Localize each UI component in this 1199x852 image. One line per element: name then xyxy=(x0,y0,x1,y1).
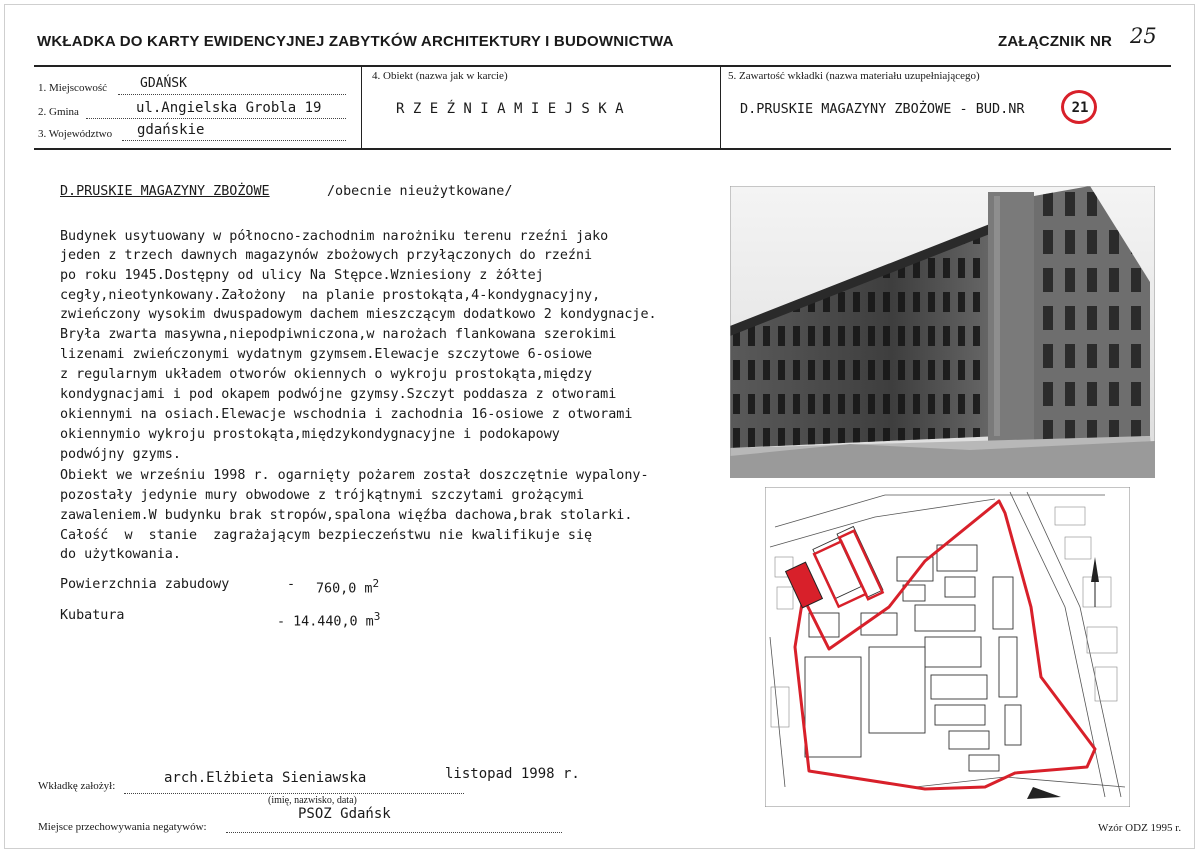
attachment-number: 25 xyxy=(1130,24,1157,48)
date-value: listopad 1998 r. xyxy=(445,766,580,782)
volume-value xyxy=(277,610,380,629)
description-line: Obiekt we wrześniu 1998 r. ogarnięty pożarem został doszczętnie wypalony- xyxy=(60,468,649,483)
area-label: Powierzchnia zabudowy xyxy=(60,577,230,592)
volume-unit-exponent: 3 xyxy=(373,610,381,623)
section-title: D.PRUSKIE MAGAZYNY ZBOŻOWE xyxy=(60,184,270,199)
form-divider-2 xyxy=(720,65,721,149)
volume-value-text: - 14.440,0 m xyxy=(277,614,374,630)
description-line: Całość w stanie zagrażającym bezpieczeństwu nie kwalifikuje się xyxy=(60,528,593,543)
description-line: lizenami zwieńczonymi wydatnym gzymsem.Elewacje szczytowe 6-osiowe xyxy=(60,347,593,362)
gmina-label: 2. Gmina xyxy=(38,106,79,118)
description-line: z regularnym układem otworów okiennych o wykroju prostokąta,między xyxy=(60,367,593,382)
miejscowosc-label: 1. Miejscowość xyxy=(38,82,108,94)
miejscowosc-dotline xyxy=(118,94,346,95)
form-bottom-rule xyxy=(34,148,1171,150)
description-line: cegły,nieotynkowany.Założony na planie prostokąta,4-kondygnacyjny, xyxy=(60,288,601,303)
building-number: 21 xyxy=(1071,100,1089,116)
description-line: zwieńczony wysokim dwuspadowym dachem mieszczącym dodatkowo 2 kondygnacje. xyxy=(60,307,657,322)
description-line: okiennymi na osiach.Elewacje wschodnia i zachodnia 16-osiowe z otworami xyxy=(60,407,633,422)
document-title: WKŁADKA DO KARTY EWIDENCYJNEJ ZABYTKÓW ARCHITEKTURY I BUDOWNICTWA xyxy=(37,33,674,50)
form-top-rule xyxy=(34,65,1171,67)
description-line: kondygnacjami i pod okapem podwójne gzymsy.Szczyt poddasza z otworami xyxy=(60,387,617,402)
section-status: /obecnie nieużytkowane/ xyxy=(327,184,513,199)
building-photo xyxy=(730,186,1155,478)
form-divider-1 xyxy=(361,65,362,149)
description-line: po roku 1945.Dostępny od ulicy Na Stępce.Wzniesiony z żółtej xyxy=(60,268,544,283)
wojewodztwo-dotline xyxy=(122,140,346,141)
description-line: podwójny gzyms. xyxy=(60,447,181,462)
miejscowosc-value: GDAŃSK xyxy=(140,76,187,91)
description-line: do użytkowania. xyxy=(60,547,181,562)
author-label: Wkładkę założył: xyxy=(38,780,116,792)
wojewodztwo-label: 3. Województwo xyxy=(38,128,113,140)
description-line: okiennymio wykroju prostokąta,międzykondygnacyjne i podokapowy xyxy=(60,427,560,442)
description-line: jeden z trzech dawnych magazynów zbożowych przyłączonych do rzeźni xyxy=(60,248,593,263)
object-label: 4. Obiekt (nazwa jak w karcie) xyxy=(372,70,508,82)
site-plan-map xyxy=(765,487,1130,807)
object-value: R Z E Ź N I A M I E J S K A xyxy=(396,101,624,117)
author-value: arch.Elżbieta Sieniawska xyxy=(164,770,367,786)
area-unit-exponent: 2 xyxy=(372,577,380,590)
form-code: Wzór ODZ 1995 r. xyxy=(1098,822,1182,834)
author-caption: (imię, nazwisko, data) xyxy=(268,795,357,806)
area-value-text: 760,0 m xyxy=(316,581,373,597)
author-dotline xyxy=(124,793,464,794)
gmina-value: ul.Angielska Grobla 19 xyxy=(136,100,322,116)
storage-label: Miejsce przechowywania negatywów: xyxy=(38,821,207,833)
attachment-label: ZAŁĄCZNIK NR xyxy=(998,33,1113,50)
area-value xyxy=(316,577,379,596)
description-line: Bryła zwarta masywna,niepodpiwniczona,w narożach flankowana szerokimi xyxy=(60,327,617,342)
contents-value: D.PRUSKIE MAGAZYNY ZBOŻOWE - BUD.NR xyxy=(740,101,1025,117)
description-line: zawaleniem.W budynku brak stropów,spalona więźba dachowa,brak stolarki. xyxy=(60,508,633,523)
description-line: Budynek usytuowany w północno-zachodnim narożniku terenu rzeźni jako xyxy=(60,229,609,244)
gmina-dotline xyxy=(86,118,346,119)
area-dash: - xyxy=(287,577,296,592)
contents-label: 5. Zawartość wkładki (nazwa materiału uzupełniającego) xyxy=(728,70,980,82)
wojewodztwo-value: gdańskie xyxy=(137,122,205,138)
storage-value: PSOZ Gdańsk xyxy=(298,806,391,822)
volume-label: Kubatura xyxy=(60,608,125,623)
description-line: pozostały jedynie mury obwodowe z trójkątnymi szczytami grożącymi xyxy=(60,488,585,503)
storage-dotline xyxy=(226,832,562,833)
